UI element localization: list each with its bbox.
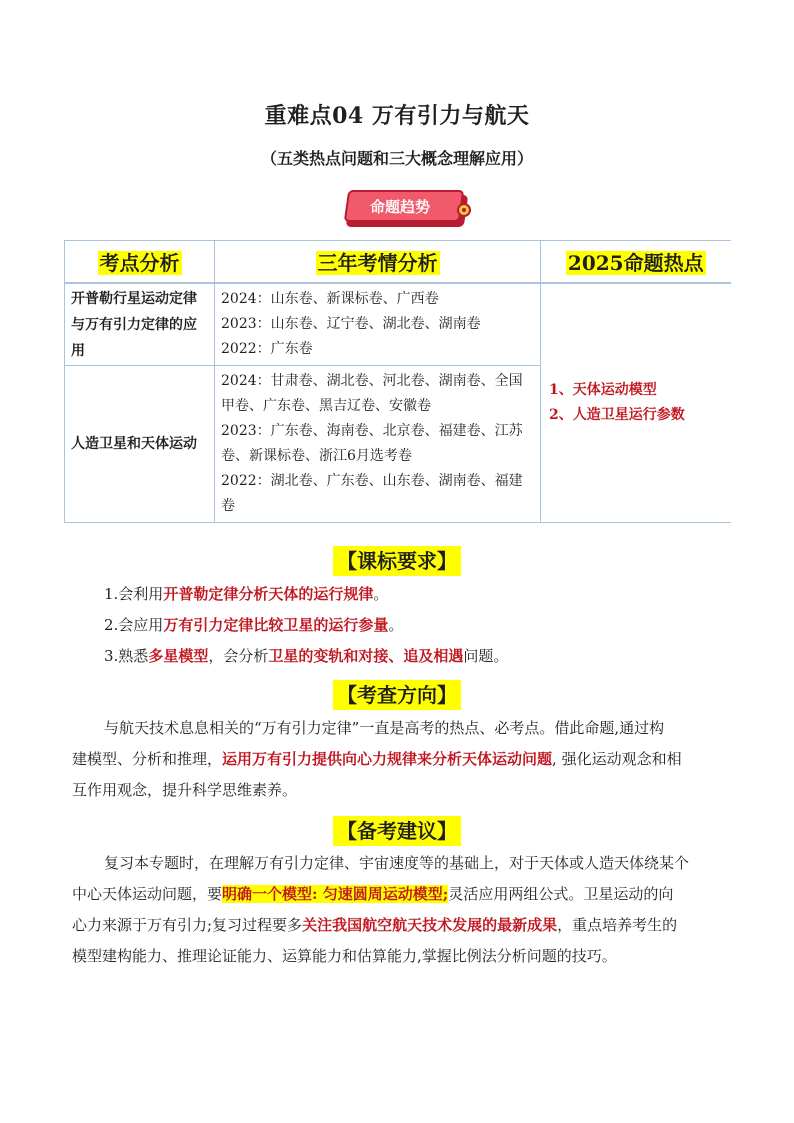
- requirements-heading-text: 【课标要求】: [333, 546, 461, 576]
- requirement-text: 。: [373, 585, 389, 603]
- year-line: 2024：甘肃卷、湖北卷、河北卷、湖南卷、全国甲卷、广东卷、黑吉辽卷、安徽卷: [221, 373, 523, 414]
- header-years-cell: [215, 241, 541, 284]
- header-topic-cell: [65, 241, 215, 284]
- years-cell: [215, 366, 541, 523]
- direction-line: [72, 749, 682, 769]
- header-hot-cell: [541, 241, 731, 284]
- year-line: 2023：山东卷、辽宁卷、湖北卷、湖南卷: [221, 316, 481, 332]
- table-row: [65, 283, 731, 366]
- advice-line: 模型建构能力、推理论证能力、运算能力和估算能力,掌握比例法分析问题的技巧。: [72, 947, 617, 965]
- requirement-highlight: 万有引力定律比较卫星的运行参量: [163, 616, 389, 634]
- advice-highlight: 明确一个模型: 匀速圆周运动模型;: [222, 885, 449, 903]
- direction-line: 与航天技术息息相关的“万有引力定律”一直是高考的热点、必考点。借此命题,通过构: [104, 719, 665, 737]
- hot-point: 1、天体运动模型: [549, 382, 657, 398]
- requirement-text: 。: [388, 616, 404, 634]
- advice-text: 中心天体运动问题，要: [72, 885, 223, 903]
- trend-badge: [344, 190, 476, 230]
- header-hot: 2025命题热点: [567, 251, 704, 275]
- advice-text: ，重点培养考生的: [557, 916, 678, 934]
- years-cell: [215, 283, 541, 366]
- requirement-item: [104, 646, 508, 666]
- header-topic: 考点分析: [99, 251, 180, 275]
- advice-line: [72, 915, 677, 935]
- page-title: 重难点04 万有引力与航天: [264, 103, 530, 129]
- requirement-text: 3.熟悉: [104, 647, 149, 665]
- hot-point: 2、人造卫星运行参数: [549, 407, 685, 423]
- direction-heading: [0, 680, 794, 710]
- advice-heading-text: 【备考建议】: [333, 816, 461, 846]
- direction-text: , 强化运动观念和相: [552, 750, 682, 768]
- exam-trend-table: [64, 240, 731, 523]
- direction-heading-text: 【考查方向】: [333, 680, 461, 710]
- requirement-text: 问题。: [463, 647, 509, 665]
- badge-label: 命题趋势: [369, 198, 430, 216]
- direction-text: 建模型、分析和推理，: [72, 750, 223, 768]
- requirement-highlight: 卫星的变轨和对接、追及相遇: [268, 647, 464, 665]
- advice-highlight: 关注我国航空航天技术发展的最新成果: [302, 916, 558, 934]
- topic-cell: 人造卫星和天体运动: [65, 366, 215, 523]
- topic-cell: 开普勒行星运动定律与万有引力定律的应用: [65, 283, 215, 366]
- year-line: 2023：广东卷、海南卷、北京卷、福建卷、江苏卷、新课标卷、浙江6月选考卷: [221, 423, 523, 464]
- requirement-item: [104, 584, 388, 604]
- table-header-row: [65, 241, 731, 284]
- hot-points-cell: [541, 283, 731, 523]
- advice-heading: [0, 816, 794, 846]
- requirement-highlight: 开普勒定律分析天体的运行规律: [163, 585, 374, 603]
- page-subtitle: （五类热点问题和三大概念理解应用）: [260, 149, 533, 168]
- advice-line: [72, 884, 673, 904]
- header-years: 三年考情分析: [317, 251, 438, 275]
- advice-text: 灵活应用两组公式。卫星运动的向: [448, 885, 674, 903]
- requirement-text: 2.会应用: [104, 616, 164, 634]
- requirement-highlight: 多星模型: [148, 647, 209, 665]
- year-line: 2022：广东卷: [221, 341, 313, 357]
- requirement-text: ，会分析: [208, 647, 269, 665]
- pin-icon: [457, 203, 471, 217]
- advice-line: 复习本专题时，在理解万有引力定律、宇宙速度等的基础上，对于天体或人造天体绕某个: [104, 854, 690, 872]
- year-line: 2022：湖北卷、广东卷、山东卷、湖南卷、福建卷: [221, 473, 523, 514]
- year-line: 2024：山东卷、新课标卷、广西卷: [221, 291, 439, 307]
- advice-text: 心力来源于万有引力;复习过程要多: [72, 916, 303, 934]
- requirement-text: 1.会利用: [104, 585, 164, 603]
- requirement-item: [104, 615, 403, 635]
- direction-line: 互作用观念，提升科学思维素养。: [72, 781, 298, 799]
- requirements-heading: [0, 546, 794, 576]
- direction-highlight: 运用万有引力提供向心力规律来分析天体运动问题: [222, 750, 553, 768]
